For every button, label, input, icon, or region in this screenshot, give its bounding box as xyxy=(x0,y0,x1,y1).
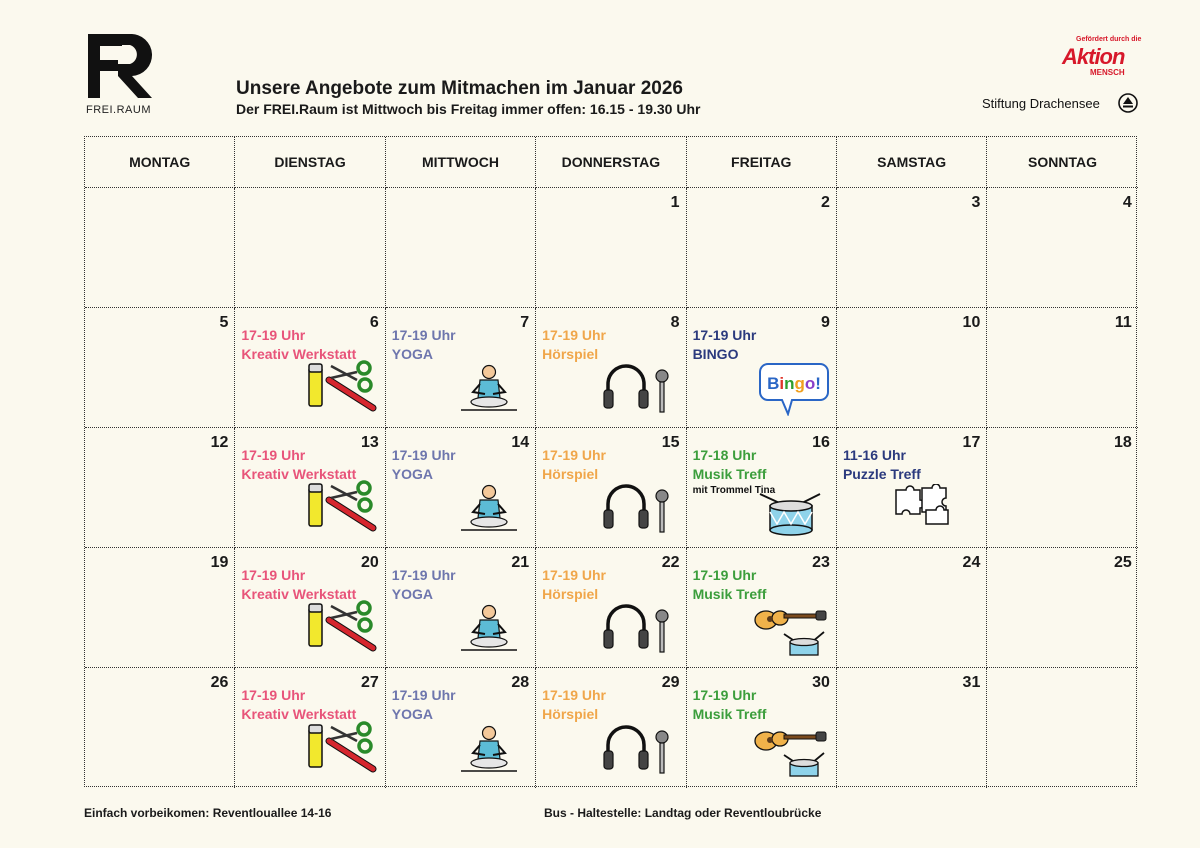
yoga-icon xyxy=(459,725,519,780)
logo-text: FREI.RAUM xyxy=(86,104,151,116)
event-title: Kreativ Werkstatt xyxy=(241,586,357,602)
day-cell xyxy=(687,308,837,428)
day-cell xyxy=(837,428,987,548)
day-number: 14 xyxy=(511,434,530,451)
day-number: 26 xyxy=(210,674,229,691)
event-time: 17-19 Uhr xyxy=(692,687,757,703)
day-number: 23 xyxy=(812,554,830,571)
event xyxy=(693,326,757,364)
event-time: 17-19 Uhr xyxy=(692,327,757,343)
day-cell xyxy=(687,188,837,308)
day-cell xyxy=(837,548,987,668)
event-title: YOGA xyxy=(391,346,434,362)
event xyxy=(693,446,776,498)
day-number: 28 xyxy=(511,674,530,691)
day-cell xyxy=(85,428,235,548)
day-cell xyxy=(987,548,1137,668)
event xyxy=(392,566,456,604)
calendar-grid xyxy=(84,136,1137,787)
day-cell xyxy=(837,668,987,788)
day-number: 11 xyxy=(1114,314,1132,331)
day-number: 27 xyxy=(360,674,379,691)
day-number: 4 xyxy=(1122,194,1132,211)
headphones-mic-icon xyxy=(600,482,676,539)
craft-icon xyxy=(301,598,379,661)
craft-icon xyxy=(301,358,379,421)
headphones-mic-icon xyxy=(600,362,676,419)
day-number: 3 xyxy=(971,194,981,211)
weekday-header: MONTAG xyxy=(85,137,235,188)
day-cell xyxy=(85,308,235,428)
guitar-drum-icon xyxy=(752,600,828,663)
bingo-bubble-icon xyxy=(758,358,830,421)
event-time: 17-19 Uhr xyxy=(542,447,606,463)
day-cell xyxy=(235,548,385,668)
event-time: 17-19 Uhr xyxy=(241,327,306,343)
frei-raum-logo xyxy=(86,34,154,98)
event xyxy=(392,446,456,484)
day-number: 15 xyxy=(661,434,680,451)
event-time: 17-19 Uhr xyxy=(692,567,757,583)
day-number: 19 xyxy=(210,554,229,571)
day-number: 12 xyxy=(210,434,229,451)
headphones-mic-icon xyxy=(600,723,676,780)
day-cell xyxy=(987,188,1137,308)
event-title: BINGO xyxy=(692,346,739,362)
guitar-drum-icon xyxy=(752,721,828,784)
day-cell xyxy=(837,308,987,428)
event-time: 17-18 Uhr xyxy=(692,447,757,463)
day-number: 21 xyxy=(511,554,530,571)
yoga-icon xyxy=(459,484,519,539)
day-cell xyxy=(536,308,686,428)
event xyxy=(392,686,456,724)
footer-bus-stop: Bus - Haltestelle: Landtag oder Reventloubrücke xyxy=(544,806,822,820)
weekday-header: MITTWOCH xyxy=(386,137,536,188)
weekday-header: SAMSTAG xyxy=(837,137,987,188)
sponsor-sub-text: MENSCH xyxy=(1090,68,1125,77)
day-cell xyxy=(987,308,1137,428)
day-cell xyxy=(235,188,385,308)
event xyxy=(693,686,767,724)
event-time: 17-19 Uhr xyxy=(391,567,456,583)
yoga-icon xyxy=(459,364,519,419)
day-cell xyxy=(235,428,385,548)
day-cell xyxy=(386,668,536,788)
day-cell xyxy=(85,668,235,788)
event-title: Hörspiel xyxy=(542,466,599,482)
day-cell xyxy=(837,188,987,308)
day-number: 6 xyxy=(369,314,379,331)
event-title: Hörspiel xyxy=(542,706,599,722)
puzzle-icon xyxy=(892,484,952,533)
event-time: 17-19 Uhr xyxy=(391,447,456,463)
day-number: 5 xyxy=(219,314,229,331)
day-number: 9 xyxy=(821,314,830,331)
weekday-header: SONNTAG xyxy=(987,137,1137,188)
day-number: 29 xyxy=(661,674,680,691)
day-number: 18 xyxy=(1113,434,1132,451)
event-time: 17-19 Uhr xyxy=(391,327,456,343)
drum-icon xyxy=(756,492,826,541)
day-number: 17 xyxy=(962,434,981,451)
day-number: 7 xyxy=(520,314,530,331)
day-cell xyxy=(987,668,1137,788)
event-time: 11-16 Uhr xyxy=(842,447,906,463)
day-cell xyxy=(386,548,536,668)
event-title: Hörspiel xyxy=(542,586,599,602)
event-title: Kreativ Werkstatt xyxy=(241,346,357,362)
event-title: YOGA xyxy=(391,586,434,602)
day-cell xyxy=(85,548,235,668)
event xyxy=(542,326,606,364)
page-subtitle: Der FREI.Raum ist Mittwoch bis Freitag immer offen: 16.15 - 19.30 Uhr xyxy=(236,101,701,117)
day-number: 24 xyxy=(962,554,981,571)
day-cell xyxy=(687,668,837,788)
svg-text:Bingo!: Bingo! xyxy=(767,374,821,393)
craft-icon xyxy=(301,719,379,782)
day-number: 8 xyxy=(670,314,680,331)
event-time: 17-19 Uhr xyxy=(391,687,456,703)
day-number: 2 xyxy=(821,194,830,211)
event xyxy=(542,566,606,604)
event-time: 17-19 Uhr xyxy=(542,327,606,343)
sponsor-small-text: Gefördert durch die xyxy=(1076,36,1142,43)
day-number: 25 xyxy=(1113,554,1132,571)
day-number: 22 xyxy=(661,554,680,571)
sponsor-logo: Aktion xyxy=(1062,44,1125,69)
page-title: Unsere Angebote zum Mitmachen im Januar 2026 xyxy=(236,78,683,99)
day-number: 13 xyxy=(360,434,379,451)
day-cell xyxy=(235,308,385,428)
foundation-name: Stiftung Drachensee xyxy=(982,96,1100,111)
day-number: 16 xyxy=(812,434,830,451)
day-cell xyxy=(386,188,536,308)
event-title: YOGA xyxy=(391,706,434,722)
event-time: 17-19 Uhr xyxy=(542,567,606,583)
event-note: mit Trommel Tina xyxy=(692,485,776,496)
event-title: Musik Treff xyxy=(692,586,767,602)
day-cell xyxy=(987,428,1137,548)
event xyxy=(392,326,456,364)
event-title: Musik Treff xyxy=(692,706,767,722)
weekday-header: FREITAG xyxy=(687,137,837,188)
event-title: Kreativ Werkstatt xyxy=(241,706,357,722)
day-cell xyxy=(386,428,536,548)
event-title: Puzzle Treff xyxy=(842,466,921,482)
headphones-mic-icon xyxy=(600,602,676,659)
event-title: YOGA xyxy=(391,466,434,482)
yoga-icon xyxy=(459,604,519,659)
event-time: 17-19 Uhr xyxy=(542,687,606,703)
day-number: 30 xyxy=(812,674,830,691)
weekday-header: DONNERSTAG xyxy=(536,137,686,188)
day-cell xyxy=(386,308,536,428)
event-time: 17-19 Uhr xyxy=(241,447,306,463)
event xyxy=(542,686,606,724)
event-title: Musik Treff xyxy=(692,466,767,482)
day-cell xyxy=(536,668,686,788)
event-title: Hörspiel xyxy=(542,346,599,362)
foundation-logo-icon xyxy=(1118,93,1138,113)
weekday-header: DIENSTAG xyxy=(235,137,385,188)
event-title: Kreativ Werkstatt xyxy=(241,466,357,482)
day-number: 31 xyxy=(962,674,981,691)
day-cell xyxy=(687,548,837,668)
day-number: 10 xyxy=(962,314,981,331)
day-cell xyxy=(235,668,385,788)
event xyxy=(693,566,767,604)
event-time: 17-19 Uhr xyxy=(241,567,306,583)
craft-icon xyxy=(301,478,379,541)
event xyxy=(542,446,606,484)
day-number: 1 xyxy=(670,194,680,211)
day-cell xyxy=(687,428,837,548)
day-cell xyxy=(536,548,686,668)
day-cell xyxy=(536,428,686,548)
footer-address: Einfach vorbeikomen: Reventlouallee 14-16 xyxy=(84,806,332,820)
event xyxy=(843,446,921,484)
event-time: 17-19 Uhr xyxy=(241,687,306,703)
day-cell xyxy=(85,188,235,308)
day-number: 20 xyxy=(360,554,379,571)
day-cell xyxy=(536,188,686,308)
